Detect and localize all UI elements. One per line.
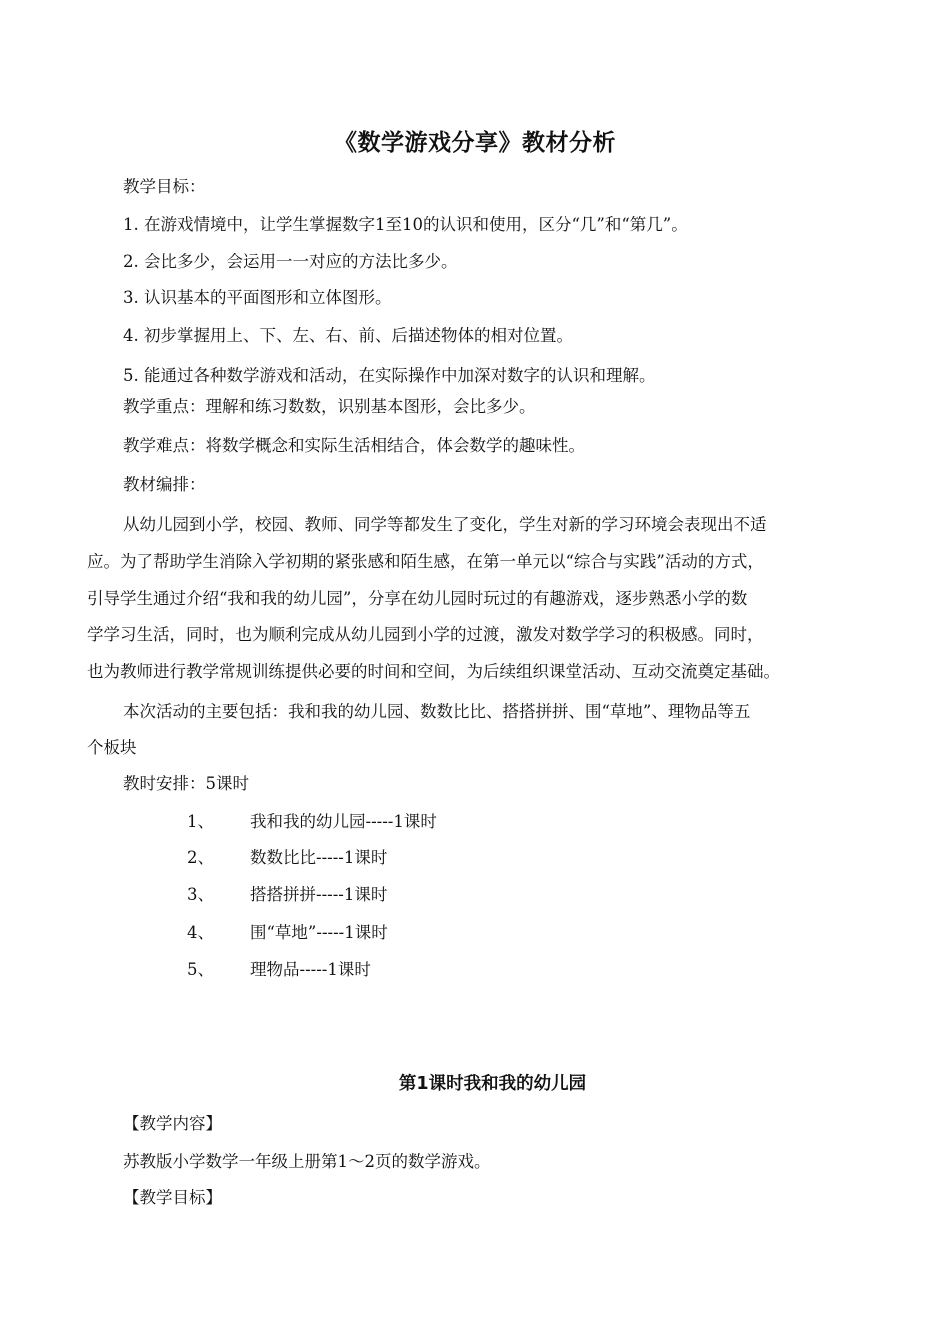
schedule-number: 4、 (187, 923, 214, 942)
objective-item: 1. 在游戏情境中，让学生掌握数字1至10的认识和使用，区分“几”和“第几”。 (123, 215, 688, 234)
objective-item: 4. 初步掌握用上、下、左、右、前、后描述物体的相对位置。 (123, 326, 573, 345)
schedule-text: 我和我的幼儿园-----1课时 (250, 812, 437, 831)
schedule-item (187, 958, 371, 982)
objective-item: 3. 认识基本的平面图形和立体图形。 (123, 288, 392, 307)
schedule-item (187, 921, 388, 945)
schedule-item (187, 883, 388, 907)
schedule-number: 5、 (187, 960, 214, 979)
objective-item: 2. 会比多少，会运用一一对应的方法比多少。 (123, 252, 458, 271)
paragraph-line: 个板块 (87, 738, 137, 757)
key-points: 教学重点：理解和练习数数，识别基本图形，会比多少。 (123, 397, 536, 416)
page-title: 《数学游戏分享》教材分析 (334, 130, 616, 156)
schedule-heading: 教时安排：5课时 (123, 774, 249, 793)
paragraph-line: 引导学生通过介绍“我和我的幼儿园”，分享在幼儿园时玩过的有趣游戏，逐步熟悉小学的数 (87, 589, 748, 608)
schedule-number: 3、 (187, 885, 214, 904)
content-heading: 【教学内容】 (123, 1114, 222, 1133)
paragraph-line: 从幼儿园到小学，校园、教师、同学等都发生了变化，学生对新的学习环境会表现出不适 (123, 515, 767, 534)
difficulties: 教学难点：将数学概念和实际生活相结合，体会数学的趣味性。 (123, 436, 585, 455)
paragraph-line: 本次活动的主要包括：我和我的幼儿园、数数比比、搭搭拼拼、围“草地”、理物品等五 (123, 702, 751, 721)
arrangement-heading: 教材编排： (123, 475, 206, 494)
objective-item: 5. 能通过各种数学游戏和活动，在实际操作中加深对数字的认识和理解。 (123, 366, 656, 385)
lesson-title: 第1课时我和我的幼儿园 (398, 1074, 587, 1094)
schedule-number: 2、 (187, 848, 214, 867)
schedule-text: 搭搭拼拼-----1课时 (250, 885, 388, 904)
schedule-item (187, 846, 388, 870)
paragraph-line: 也为教师进行教学常规训练提供必要的时间和空间，为后续组织课堂活动、互动交流奠定基础。 (87, 662, 780, 681)
content-text: 苏教版小学数学一年级上册第1～2页的数学游戏。 (123, 1152, 491, 1171)
schedule-item (187, 810, 437, 834)
goal-heading: 【教学目标】 (123, 1188, 222, 1207)
schedule-number: 1、 (187, 812, 214, 831)
paragraph-line: 应。为了帮助学生消除入学初期的紧张感和陌生感，在第一单元以“综合与实践”活动的方式， (87, 552, 764, 571)
paragraph-line: 学学习生活，同时，也为顺利完成从幼儿园到小学的过渡，激发对数学学习的积极感。同时， (87, 625, 764, 644)
schedule-text: 理物品-----1课时 (250, 960, 371, 979)
schedule-text: 围“草地”-----1课时 (250, 923, 388, 942)
objectives-heading: 教学目标： (123, 177, 206, 196)
schedule-text: 数数比比-----1课时 (250, 848, 388, 867)
